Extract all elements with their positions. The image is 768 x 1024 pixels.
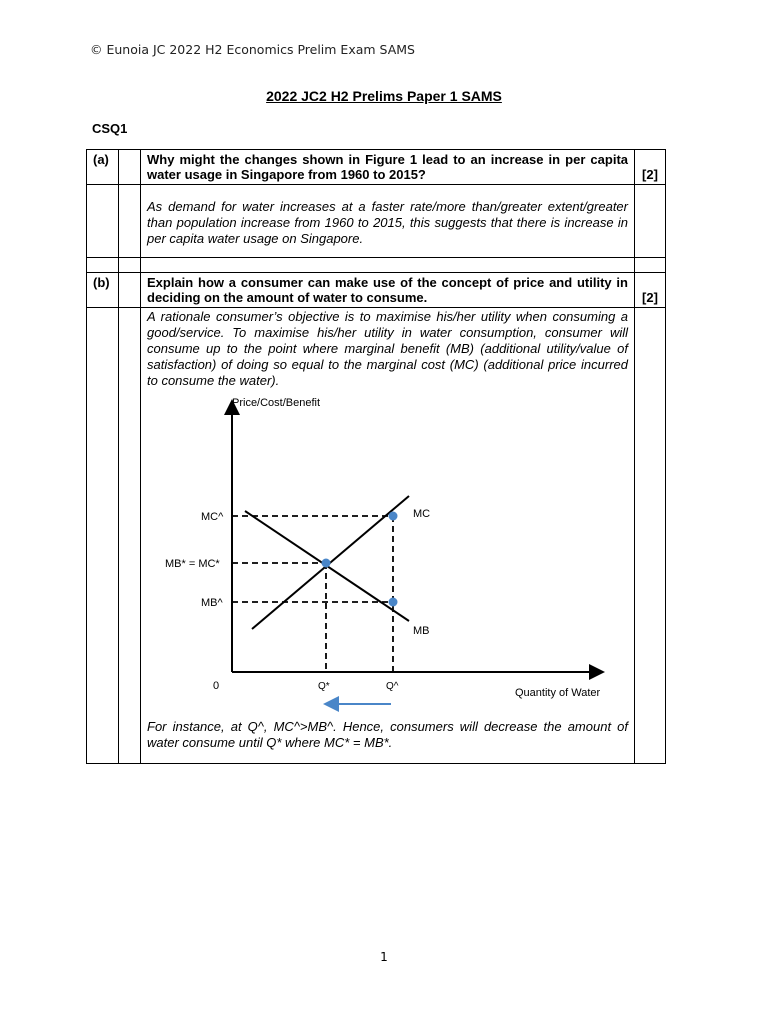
mb-curve-label: MB [413,625,430,637]
page-number: 1 [380,950,388,964]
y-axis-label: Price/Cost/Benefit [232,397,321,409]
diagram-svg [147,389,629,719]
equilibrium-label: MB* = MC* [165,558,220,570]
point-equilibrium [322,559,331,568]
q-hat-label: Q^ [386,681,399,692]
x-axis-label: Quantity of Water [515,687,601,699]
document-title: 2022 JC2 H2 Prelims Paper 1 SAMS [266,88,502,104]
part-b-label: (b) [87,273,119,308]
part-a-answer: As demand for water increases at a faster rate/more than/greater extent/greater than population increase from 1960 to 2015, this suggests that there is increase in per capita water usage on Singapore. [147,199,628,246]
mb-hat-label: MB^ [201,597,223,609]
part-a-question-row [87,150,666,185]
origin-label: 0 [213,680,220,692]
mc-mb-diagram [147,389,628,719]
part-a-label: (a) [87,150,119,185]
q-star-label: Q* [318,681,330,692]
part-b-question-row [87,273,666,308]
part-b-answer: A rationale consumer’s objective is to maximise his/her utility when consuming a good/service. To maximise his/her utility in water consumption, consumer will consume up to the point where marginal benefit (MB) (additional utility/value of satisfaction) of doing so equal to the marginal cost (MC) (additional price incurred to consume the water). [147,309,628,388]
part-b-answer-continued: For instance, at Q^, MC^>MB^. Hence, consumers will decrease the amount of water consume until Q* where MC* = MB*. [147,719,628,750]
part-a-question: Why might the changes shown in Figure 1 lead to an increase in per capita water usage in Singapore from 1960 to 2015? [147,152,628,182]
point-mc-hat [389,512,398,521]
page-header: © Eunoia JC 2022 H2 Economics Prelim Exam SAMS [90,42,415,57]
section-label: CSQ1 [92,121,128,136]
part-a-marks: [2] [635,150,666,185]
part-b-answer-row [87,308,666,764]
mc-curve-label: MC [413,508,431,520]
part-a-answer-row [87,185,666,258]
mc-hat-label: MC^ [201,511,224,523]
answer-table [86,149,666,764]
part-b-question: Explain how a consumer can make use of the concept of price and utility in deciding on the amount of water to consume. [147,275,628,305]
part-b-marks: [2] [635,273,666,308]
point-mb-hat [389,598,398,607]
